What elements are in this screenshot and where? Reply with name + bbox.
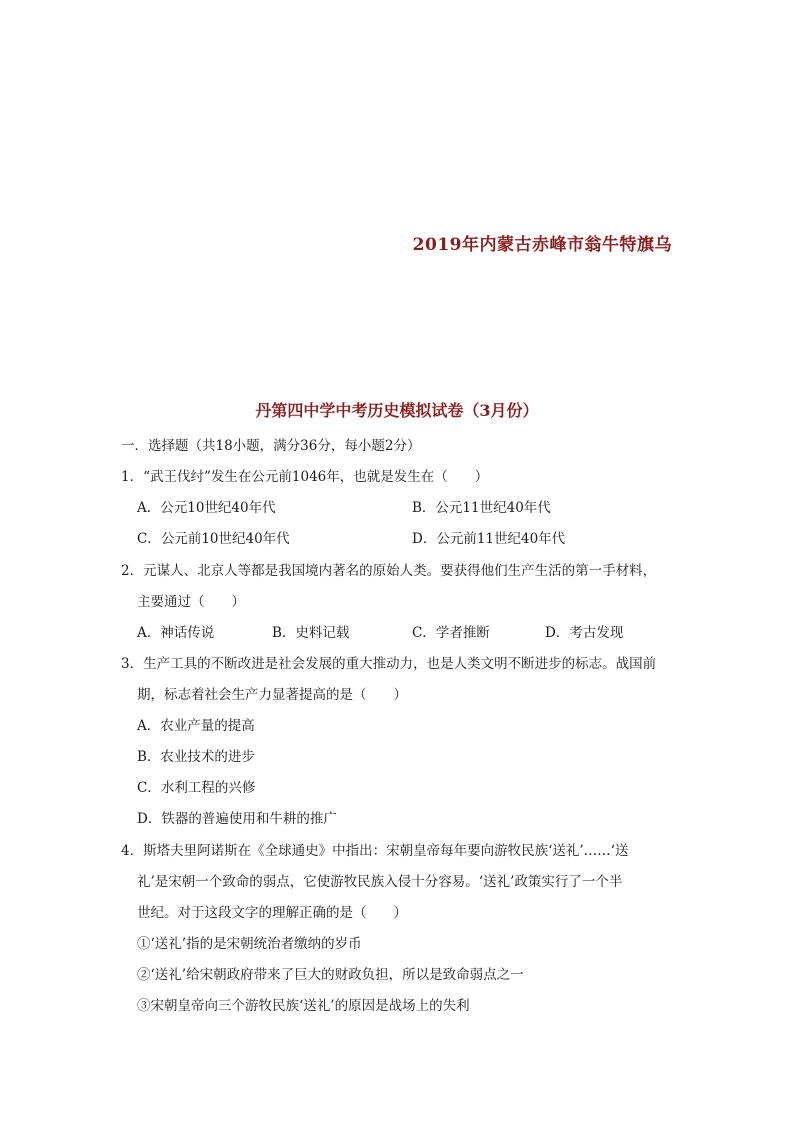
statement-3: ③宋朝皇帝向三个游牧民族‘送礼’的原因是战场上的失利	[137, 998, 470, 1014]
statement-2: ②‘送礼’给宋朝政府带来了巨大的财政负担，所以是致命弱点之一	[137, 967, 524, 983]
option-b: B．公元11世纪40年代	[412, 500, 551, 516]
option-d: D．铁器的普遍使用和牛耕的推广	[137, 811, 337, 827]
option-c: C．水利工程的兴修	[137, 780, 256, 796]
option-a: A．神话传说	[137, 625, 215, 641]
question-stem: 4．斯塔夫里阿诺斯在《全球通史》中指出：宋朝皇帝每年要向游牧民族‘送礼’……‘送	[121, 843, 629, 859]
question-stem: 1．“武王伐纣”发生在公元前1046年，也就是发生在（ ）	[121, 469, 489, 485]
option-d: D．公元前11世纪40年代	[412, 531, 566, 547]
option-c: C．学者推断	[412, 625, 490, 641]
question-stem-cont: 世纪。对于这段文字的理解正确的是（ ）	[137, 905, 407, 921]
statement-1: ①‘送礼’指的是宋朝统治者缴纳的岁币	[137, 936, 362, 952]
question-stem-cont: 礼’是宋朝一个致命的弱点，它使游牧民族入侵十分容易。‘送礼’政策实行了一个半	[137, 874, 623, 890]
question-stem-cont: 主要通过（ ）	[137, 594, 245, 610]
option-d: D．考古发现	[545, 625, 624, 641]
document-title-line1: 2019年内蒙古赤峰市翁牛特旗乌	[412, 235, 672, 255]
option-a: A．农业产量的提高	[137, 718, 255, 734]
question-stem: 3．生产工具的不断改进是社会发展的重大推动力，也是人类文明不断进步的标志。战国前	[121, 656, 657, 672]
option-c: C．公元前10世纪40年代	[137, 531, 290, 547]
option-b: B．史料记载	[272, 625, 350, 641]
option-b: B．农业技术的进步	[137, 749, 255, 765]
question-stem: 2．元谋人、北京人等都是我国境内著名的原始人类。要获得他们生产生活的第一手材料，	[121, 563, 657, 579]
section-heading: 一．选择题（共18小题，满分36分，每小题2分）	[121, 438, 421, 454]
question-stem-cont: 期，标志着社会生产力显著提高的是（ ）	[137, 687, 407, 703]
option-a: A．公元10世纪40年代	[137, 500, 276, 516]
document-title-line2: 丹第四中学中考历史模拟试卷（3月份）	[255, 401, 539, 420]
